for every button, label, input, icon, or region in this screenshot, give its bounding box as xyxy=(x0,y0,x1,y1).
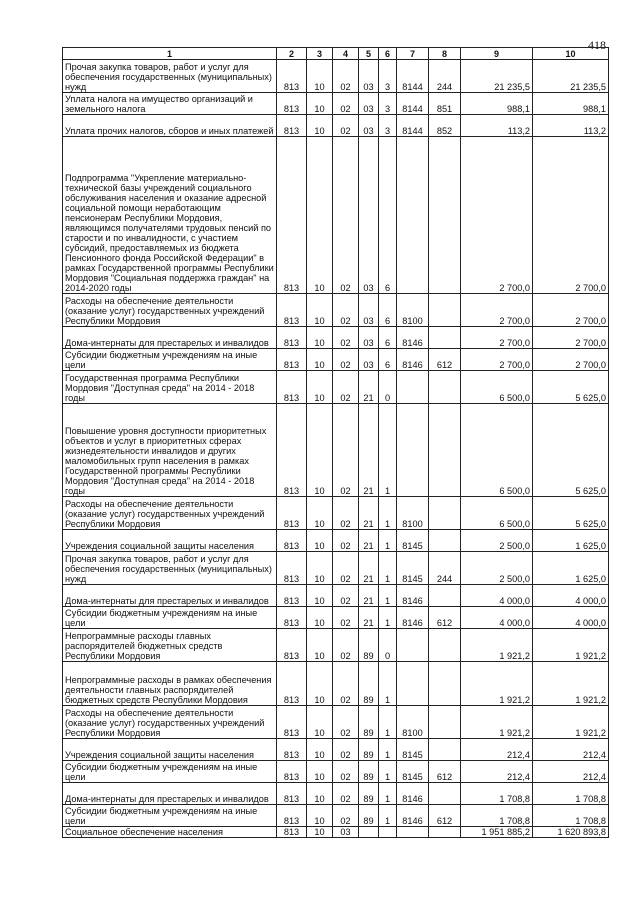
row-name-cell: Дома-интернаты для престарелых и инвалидов xyxy=(63,327,277,349)
code-item-cell xyxy=(397,662,429,706)
code-rz-cell: 10 xyxy=(307,827,333,838)
amount-2015-cell: 6 500,0 xyxy=(461,497,533,530)
code-sub-cell: 1 xyxy=(379,404,397,497)
code-type-cell xyxy=(429,404,461,497)
table-row xyxy=(63,585,609,607)
code-item-cell: 8146 xyxy=(397,327,429,349)
code-type-cell xyxy=(429,585,461,607)
code-gr-cell: 813 xyxy=(277,404,307,497)
header-cell: 5 xyxy=(359,48,379,60)
row-name-cell: Дома-интернаты для престарелых и инвалидов xyxy=(63,585,277,607)
code-type-cell xyxy=(429,530,461,552)
amount-2016-cell: 5 625,0 xyxy=(533,497,609,530)
code-pr-cell: 02 xyxy=(333,761,359,783)
code-pr-cell: 02 xyxy=(333,783,359,805)
code-item-cell xyxy=(397,371,429,404)
code-type-cell: 612 xyxy=(429,805,461,827)
code-gr-cell: 813 xyxy=(277,115,307,137)
amount-2016-cell: 2 700,0 xyxy=(533,349,609,371)
code-item-cell xyxy=(397,404,429,497)
code-prog-cell: 21 xyxy=(359,404,379,497)
row-name-cell: Повышение уровня доступности приоритетных объектов и услуг в приоритетных сферах жизнедеятельности инвалидов и других маломобильных групп населения в рамках Государственной программы Республики Мордовия "Доступная среда" на 2014 - 2018 годы xyxy=(63,404,277,497)
code-pr-cell: 02 xyxy=(333,662,359,706)
code-item-cell xyxy=(397,827,429,838)
table-row xyxy=(63,327,609,349)
code-prog-cell: 03 xyxy=(359,93,379,115)
code-pr-cell: 02 xyxy=(333,137,359,294)
code-prog-cell: 89 xyxy=(359,662,379,706)
code-rz-cell: 10 xyxy=(307,93,333,115)
table-row xyxy=(63,497,609,530)
row-name-cell: Учреждения социальной защиты населения xyxy=(63,739,277,761)
code-rz-cell: 10 xyxy=(307,404,333,497)
code-gr-cell: 813 xyxy=(277,60,307,93)
amount-2016-cell: 2 700,0 xyxy=(533,294,609,327)
code-type-cell: 244 xyxy=(429,552,461,585)
row-name-cell: Непрограммные расходы в рамках обеспечения деятельности главных распорядителей бюджетных средств Республики Мордовия xyxy=(63,662,277,706)
amount-2015-cell: 2 500,0 xyxy=(461,530,533,552)
amount-2015-cell: 988,1 xyxy=(461,93,533,115)
code-prog-cell: 21 xyxy=(359,585,379,607)
amount-2015-cell: 1 951 885,2 xyxy=(461,827,533,838)
table-row xyxy=(63,783,609,805)
code-prog-cell: 21 xyxy=(359,371,379,404)
code-sub-cell: 1 xyxy=(379,706,397,739)
table-row xyxy=(63,607,609,629)
code-item-cell: 8145 xyxy=(397,739,429,761)
table-row xyxy=(63,739,609,761)
row-name-cell: Расходы на обеспечение деятельности (оказание услуг) государственных учреждений Республики Мордовия xyxy=(63,706,277,739)
amount-2015-cell: 21 235,5 xyxy=(461,60,533,93)
amount-2016-cell: 4 000,0 xyxy=(533,607,609,629)
code-pr-cell: 02 xyxy=(333,327,359,349)
code-gr-cell: 813 xyxy=(277,827,307,838)
header-cell: 1 xyxy=(63,48,277,60)
code-pr-cell: 02 xyxy=(333,530,359,552)
amount-2016-cell: 1 921,2 xyxy=(533,662,609,706)
code-type-cell: 244 xyxy=(429,60,461,93)
code-rz-cell: 10 xyxy=(307,294,333,327)
amount-2016-cell: 1 620 893,8 xyxy=(533,827,609,838)
header-row xyxy=(63,48,609,60)
code-gr-cell: 813 xyxy=(277,706,307,739)
code-item-cell: 8144 xyxy=(397,60,429,93)
code-item-cell: 8146 xyxy=(397,783,429,805)
code-pr-cell: 02 xyxy=(333,706,359,739)
code-prog-cell: 89 xyxy=(359,629,379,662)
amount-2016-cell: 2 700,0 xyxy=(533,327,609,349)
code-rz-cell: 10 xyxy=(307,530,333,552)
table-row xyxy=(63,761,609,783)
code-type-cell xyxy=(429,137,461,294)
code-type-cell xyxy=(429,783,461,805)
code-prog-cell: 03 xyxy=(359,115,379,137)
header-cell: 2 xyxy=(277,48,307,60)
row-name-cell: Уплата прочих налогов, сборов и иных платежей xyxy=(63,115,277,137)
header-cell: 9 xyxy=(461,48,533,60)
code-type-cell: 612 xyxy=(429,349,461,371)
code-sub-cell: 0 xyxy=(379,371,397,404)
code-pr-cell: 02 xyxy=(333,552,359,585)
code-type-cell: 851 xyxy=(429,93,461,115)
code-pr-cell: 02 xyxy=(333,739,359,761)
row-name-cell: Уплата налога на имущество организаций и земельного налога xyxy=(63,93,277,115)
amount-2016-cell: 5 625,0 xyxy=(533,371,609,404)
code-pr-cell: 02 xyxy=(333,371,359,404)
code-rz-cell: 10 xyxy=(307,662,333,706)
amount-2016-cell: 1 625,0 xyxy=(533,530,609,552)
table-row xyxy=(63,93,609,115)
row-name-cell: Подпрограмма "Укрепление материально-технической базы учреждений социального обслуживания населения и оказание адресной социальной помощи неработающим пенсионерам Республики Мордовия, являющимся получателями трудовых пенсий по старости и по инвалидности, с участием субсидий, предоставляемых из бюджета Пенсионного фонда Российской Федерации" в рамках Государственной программы Республики Мордовия "Социальная поддержка граждан" на 2014-2020 годы xyxy=(63,137,277,294)
code-prog-cell xyxy=(359,827,379,838)
amount-2015-cell: 212,4 xyxy=(461,761,533,783)
code-item-cell: 8100 xyxy=(397,497,429,530)
code-type-cell: 612 xyxy=(429,607,461,629)
code-prog-cell: 03 xyxy=(359,327,379,349)
amount-2015-cell: 1 921,2 xyxy=(461,629,533,662)
table-row xyxy=(63,349,609,371)
code-type-cell xyxy=(429,706,461,739)
code-sub-cell: 1 xyxy=(379,497,397,530)
table-row xyxy=(63,629,609,662)
amount-2015-cell: 2 700,0 xyxy=(461,327,533,349)
row-name-cell: Субсидии бюджетным учреждениям на иные цели xyxy=(63,607,277,629)
code-rz-cell: 10 xyxy=(307,327,333,349)
code-rz-cell: 10 xyxy=(307,783,333,805)
amount-2015-cell: 1 921,2 xyxy=(461,662,533,706)
code-prog-cell: 03 xyxy=(359,60,379,93)
code-sub-cell xyxy=(379,827,397,838)
amount-2016-cell: 2 700,0 xyxy=(533,137,609,294)
code-item-cell: 8100 xyxy=(397,294,429,327)
code-sub-cell: 1 xyxy=(379,530,397,552)
header-cell: 4 xyxy=(333,48,359,60)
code-item-cell: 8100 xyxy=(397,706,429,739)
code-type-cell xyxy=(429,497,461,530)
code-pr-cell: 02 xyxy=(333,404,359,497)
row-name-cell: Дома-интернаты для престарелых и инвалидов xyxy=(63,783,277,805)
code-item-cell: 8146 xyxy=(397,607,429,629)
row-name-cell: Непрограммные расходы главных распорядителей бюджетных средств Республики Мордовия xyxy=(63,629,277,662)
table-row xyxy=(63,552,609,585)
row-name-cell: Субсидии бюджетным учреждениям на иные цели xyxy=(63,761,277,783)
code-item-cell: 8144 xyxy=(397,93,429,115)
code-item-cell: 8146 xyxy=(397,585,429,607)
code-pr-cell: 02 xyxy=(333,497,359,530)
code-type-cell: 852 xyxy=(429,115,461,137)
code-gr-cell: 813 xyxy=(277,761,307,783)
code-gr-cell: 813 xyxy=(277,497,307,530)
code-rz-cell: 10 xyxy=(307,552,333,585)
amount-2016-cell: 1 708,8 xyxy=(533,805,609,827)
code-rz-cell: 10 xyxy=(307,629,333,662)
header-cell: 8 xyxy=(429,48,461,60)
row-name-cell: Субсидии бюджетным учреждениям на иные цели xyxy=(63,349,277,371)
code-prog-cell: 21 xyxy=(359,497,379,530)
row-name-cell: Прочая закупка товаров, работ и услуг для обеспечения государственных (муниципальных) нужд xyxy=(63,60,277,93)
amount-2015-cell: 6 500,0 xyxy=(461,404,533,497)
table-row xyxy=(63,371,609,404)
amount-2015-cell: 4 000,0 xyxy=(461,607,533,629)
code-prog-cell: 21 xyxy=(359,530,379,552)
header-cell: 3 xyxy=(307,48,333,60)
amount-2016-cell: 1 708,8 xyxy=(533,783,609,805)
code-rz-cell: 10 xyxy=(307,739,333,761)
code-type-cell xyxy=(429,327,461,349)
table-row xyxy=(63,294,609,327)
code-item-cell: 8144 xyxy=(397,115,429,137)
code-pr-cell: 02 xyxy=(333,805,359,827)
page-number: 418 xyxy=(588,38,606,52)
code-sub-cell: 1 xyxy=(379,552,397,585)
code-gr-cell: 813 xyxy=(277,93,307,115)
code-rz-cell: 10 xyxy=(307,497,333,530)
code-rz-cell: 10 xyxy=(307,706,333,739)
table-row xyxy=(63,805,609,827)
code-gr-cell: 813 xyxy=(277,552,307,585)
amount-2015-cell: 4 000,0 xyxy=(461,585,533,607)
code-item-cell: 8146 xyxy=(397,805,429,827)
code-pr-cell: 02 xyxy=(333,585,359,607)
code-item-cell: 8145 xyxy=(397,761,429,783)
code-item-cell: 8145 xyxy=(397,530,429,552)
row-name-cell: Социальное обеспечение населения xyxy=(63,827,277,838)
code-sub-cell: 6 xyxy=(379,327,397,349)
amount-2016-cell: 988,1 xyxy=(533,93,609,115)
code-prog-cell: 03 xyxy=(359,349,379,371)
code-prog-cell: 21 xyxy=(359,607,379,629)
code-gr-cell: 813 xyxy=(277,530,307,552)
code-sub-cell: 1 xyxy=(379,739,397,761)
table-row xyxy=(63,60,609,93)
code-type-cell xyxy=(429,662,461,706)
amount-2016-cell: 113,2 xyxy=(533,115,609,137)
amount-2015-cell: 1 921,2 xyxy=(461,706,533,739)
code-gr-cell: 813 xyxy=(277,327,307,349)
code-rz-cell: 10 xyxy=(307,115,333,137)
code-rz-cell: 10 xyxy=(307,60,333,93)
amount-2015-cell: 1 708,8 xyxy=(461,805,533,827)
amount-2016-cell: 1 625,0 xyxy=(533,552,609,585)
code-gr-cell: 813 xyxy=(277,349,307,371)
code-sub-cell: 6 xyxy=(379,294,397,327)
code-prog-cell: 21 xyxy=(359,552,379,585)
amount-2016-cell: 1 921,2 xyxy=(533,629,609,662)
amount-2016-cell: 212,4 xyxy=(533,739,609,761)
table-row xyxy=(63,115,609,137)
code-pr-cell: 03 xyxy=(333,827,359,838)
code-pr-cell: 02 xyxy=(333,294,359,327)
code-prog-cell: 89 xyxy=(359,761,379,783)
code-gr-cell: 813 xyxy=(277,607,307,629)
table-row xyxy=(63,404,609,497)
header-cell: 6 xyxy=(379,48,397,60)
code-item-cell: 8146 xyxy=(397,349,429,371)
row-name-cell: Прочая закупка товаров, работ и услуг для обеспечения государственных (муниципальных) нужд xyxy=(63,552,277,585)
code-sub-cell: 1 xyxy=(379,761,397,783)
code-type-cell xyxy=(429,827,461,838)
code-item-cell xyxy=(397,629,429,662)
code-sub-cell: 6 xyxy=(379,349,397,371)
code-type-cell xyxy=(429,294,461,327)
code-rz-cell: 10 xyxy=(307,349,333,371)
amount-2016-cell: 21 235,5 xyxy=(533,60,609,93)
code-type-cell xyxy=(429,371,461,404)
code-sub-cell: 1 xyxy=(379,783,397,805)
code-prog-cell: 89 xyxy=(359,805,379,827)
code-prog-cell: 89 xyxy=(359,783,379,805)
row-name-cell: Субсидии бюджетным учреждениям на иные цели xyxy=(63,805,277,827)
code-rz-cell: 10 xyxy=(307,371,333,404)
table-row xyxy=(63,530,609,552)
code-sub-cell: 1 xyxy=(379,585,397,607)
code-item-cell xyxy=(397,137,429,294)
table-row xyxy=(63,137,609,294)
code-item-cell: 8145 xyxy=(397,552,429,585)
header-cell: 7 xyxy=(397,48,429,60)
amount-2016-cell: 5 625,0 xyxy=(533,404,609,497)
amount-2015-cell: 113,2 xyxy=(461,115,533,137)
code-rz-cell: 10 xyxy=(307,761,333,783)
amount-2015-cell: 2 700,0 xyxy=(461,294,533,327)
header-cell: 10 xyxy=(533,48,609,60)
table-row xyxy=(63,662,609,706)
code-pr-cell: 02 xyxy=(333,607,359,629)
code-gr-cell: 813 xyxy=(277,739,307,761)
table-row xyxy=(63,827,609,838)
row-name-cell: Расходы на обеспечение деятельности (оказание услуг) государственных учреждений Республики Мордовия xyxy=(63,294,277,327)
code-gr-cell: 813 xyxy=(277,371,307,404)
code-gr-cell: 813 xyxy=(277,783,307,805)
amount-2015-cell: 2 700,0 xyxy=(461,349,533,371)
code-sub-cell: 6 xyxy=(379,137,397,294)
table-row xyxy=(63,706,609,739)
code-rz-cell: 10 xyxy=(307,585,333,607)
row-name-cell: Учреждения социальной защиты населения xyxy=(63,530,277,552)
code-pr-cell: 02 xyxy=(333,115,359,137)
code-gr-cell: 813 xyxy=(277,629,307,662)
code-gr-cell: 813 xyxy=(277,294,307,327)
code-gr-cell: 813 xyxy=(277,805,307,827)
code-gr-cell: 813 xyxy=(277,137,307,294)
code-type-cell: 612 xyxy=(429,761,461,783)
amount-2015-cell: 2 500,0 xyxy=(461,552,533,585)
code-pr-cell: 02 xyxy=(333,349,359,371)
code-prog-cell: 89 xyxy=(359,739,379,761)
code-prog-cell: 03 xyxy=(359,294,379,327)
amount-2016-cell: 1 921,2 xyxy=(533,706,609,739)
amount-2016-cell: 4 000,0 xyxy=(533,585,609,607)
code-pr-cell: 02 xyxy=(333,60,359,93)
code-sub-cell: 1 xyxy=(379,805,397,827)
code-type-cell xyxy=(429,739,461,761)
code-prog-cell: 03 xyxy=(359,137,379,294)
amount-2016-cell: 212,4 xyxy=(533,761,609,783)
amount-2015-cell: 1 708,8 xyxy=(461,783,533,805)
code-sub-cell: 3 xyxy=(379,60,397,93)
code-gr-cell: 813 xyxy=(277,585,307,607)
code-type-cell xyxy=(429,629,461,662)
code-rz-cell: 10 xyxy=(307,607,333,629)
code-rz-cell: 10 xyxy=(307,805,333,827)
amount-2015-cell: 2 700,0 xyxy=(461,137,533,294)
budget-table xyxy=(62,47,609,838)
code-sub-cell: 1 xyxy=(379,662,397,706)
code-prog-cell: 89 xyxy=(359,706,379,739)
code-gr-cell: 813 xyxy=(277,662,307,706)
row-name-cell: Расходы на обеспечение деятельности (оказание услуг) государственных учреждений Республики Мордовия xyxy=(63,497,277,530)
code-sub-cell: 1 xyxy=(379,607,397,629)
amount-2015-cell: 212,4 xyxy=(461,739,533,761)
code-rz-cell: 10 xyxy=(307,137,333,294)
code-pr-cell: 02 xyxy=(333,629,359,662)
amount-2015-cell: 6 500,0 xyxy=(461,371,533,404)
row-name-cell: Государственная программа Республики Мордовия "Доступная среда" на 2014 - 2018 годы xyxy=(63,371,277,404)
code-pr-cell: 02 xyxy=(333,93,359,115)
code-sub-cell: 0 xyxy=(379,629,397,662)
code-sub-cell: 3 xyxy=(379,115,397,137)
code-sub-cell: 3 xyxy=(379,93,397,115)
